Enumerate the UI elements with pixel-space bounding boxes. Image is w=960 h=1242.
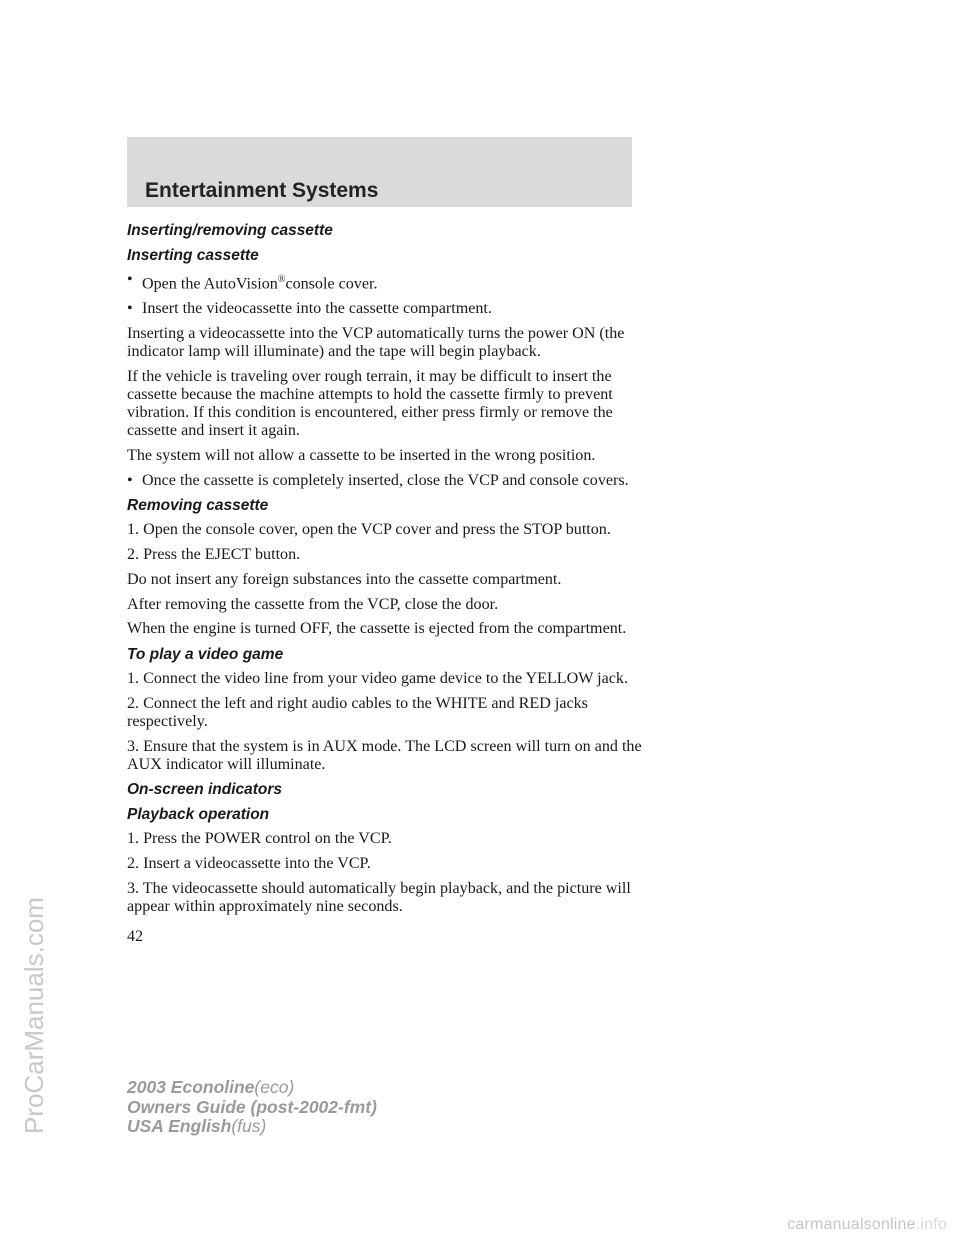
step-item: 1. Press the POWER control on the VCP. — [127, 830, 392, 848]
footer-line — [127, 1078, 377, 1098]
subheading-removing: Removing cassette — [127, 497, 269, 515]
bullet-icon: • — [127, 271, 133, 288]
footer-model-code: (eco) — [254, 1077, 295, 1097]
paragraph: After removing the cassette from the VCP, close the door. — [127, 595, 499, 613]
step-item: 2. Connect the left and right audio cables to the WHITE and RED jacks respectively. — [127, 694, 588, 730]
footer-language-code: (fus) — [231, 1116, 267, 1136]
step-item: 2. Insert a videocassette into the VCP. — [127, 855, 371, 873]
paragraph: When the engine is turned OFF, the cassette is ejected from the compartment. — [127, 620, 627, 638]
bullet-text: Open the AutoVision — [142, 275, 278, 293]
footer-guide-type: Owners Guide (post-2002-fmt) — [127, 1096, 377, 1117]
subheading-video-game: To play a video game — [127, 645, 284, 663]
site-logo-main: carmanualsonline — [787, 1216, 916, 1233]
section-title: Entertainment Systems — [145, 179, 379, 202]
bullet-icon: • — [127, 300, 133, 318]
page-content — [127, 221, 642, 953]
bullet-text-tail: console cover. — [285, 275, 378, 293]
heading-inserting-removing: Inserting/removing cassette — [127, 222, 333, 239]
procarmanuals-watermark: ProCarManuals.com — [19, 897, 49, 1134]
paragraph: Do not insert any foreign substances into the cassette compartment. — [127, 570, 562, 588]
footer-language: USA English — [127, 1116, 232, 1136]
site-logo-suffix: .info — [915, 1216, 947, 1233]
footer-model: 2003 Econoline — [127, 1077, 255, 1097]
subheading-inserting: Inserting cassette — [127, 247, 259, 264]
step-item: 1. Connect the video line from your video game device to the YELLOW jack. — [127, 669, 628, 687]
subheading-onscreen-indicators: On-screen indicators — [127, 781, 283, 799]
page-number: 42 — [127, 928, 144, 946]
paragraph: Inserting a videocassette into the VCP automatically turns the power ON (the indicator lamp will illuminate) and the tape will begin playback. — [127, 324, 625, 360]
bullet-text: Once the cassette is completely inserted, close the VCP and console covers. — [142, 471, 629, 489]
step-item: 1. Open the console cover, open the VCP cover and press the STOP button. — [127, 521, 611, 539]
registered-mark: ® — [277, 274, 286, 285]
paragraph: If the vehicle is traveling over rough terrain, it may be difficult to insert the cassette because the machine attempts to hold the cassette firmly to prevent vibration. If this condition is encountered, either press firmly or remove the cassette and insert it again. — [127, 367, 613, 440]
footer-line — [127, 1117, 377, 1137]
bullet-icon: • — [127, 471, 133, 489]
bullet-text: Insert the videocassette into the cassette compartment. — [142, 300, 492, 318]
bullet-item — [127, 472, 642, 490]
bullet-item — [127, 300, 642, 318]
step-item: 2. Press the EJECT button. — [127, 546, 301, 564]
document-footer — [127, 1078, 377, 1137]
step-item: 3. The videocassette should automatically begin playback, and the picture will appear within approximately nine seconds. — [127, 879, 631, 916]
paragraph: The system will not allow a cassette to be inserted in the wrong position. — [127, 446, 596, 464]
subheading-playback: Playback operation — [127, 806, 270, 824]
site-logo — [787, 1216, 947, 1234]
bullet-item — [127, 271, 642, 294]
step-item: 3. Ensure that the system is in AUX mode. The LCD screen will turn on and the AUX indicator will illuminate. — [127, 737, 642, 773]
